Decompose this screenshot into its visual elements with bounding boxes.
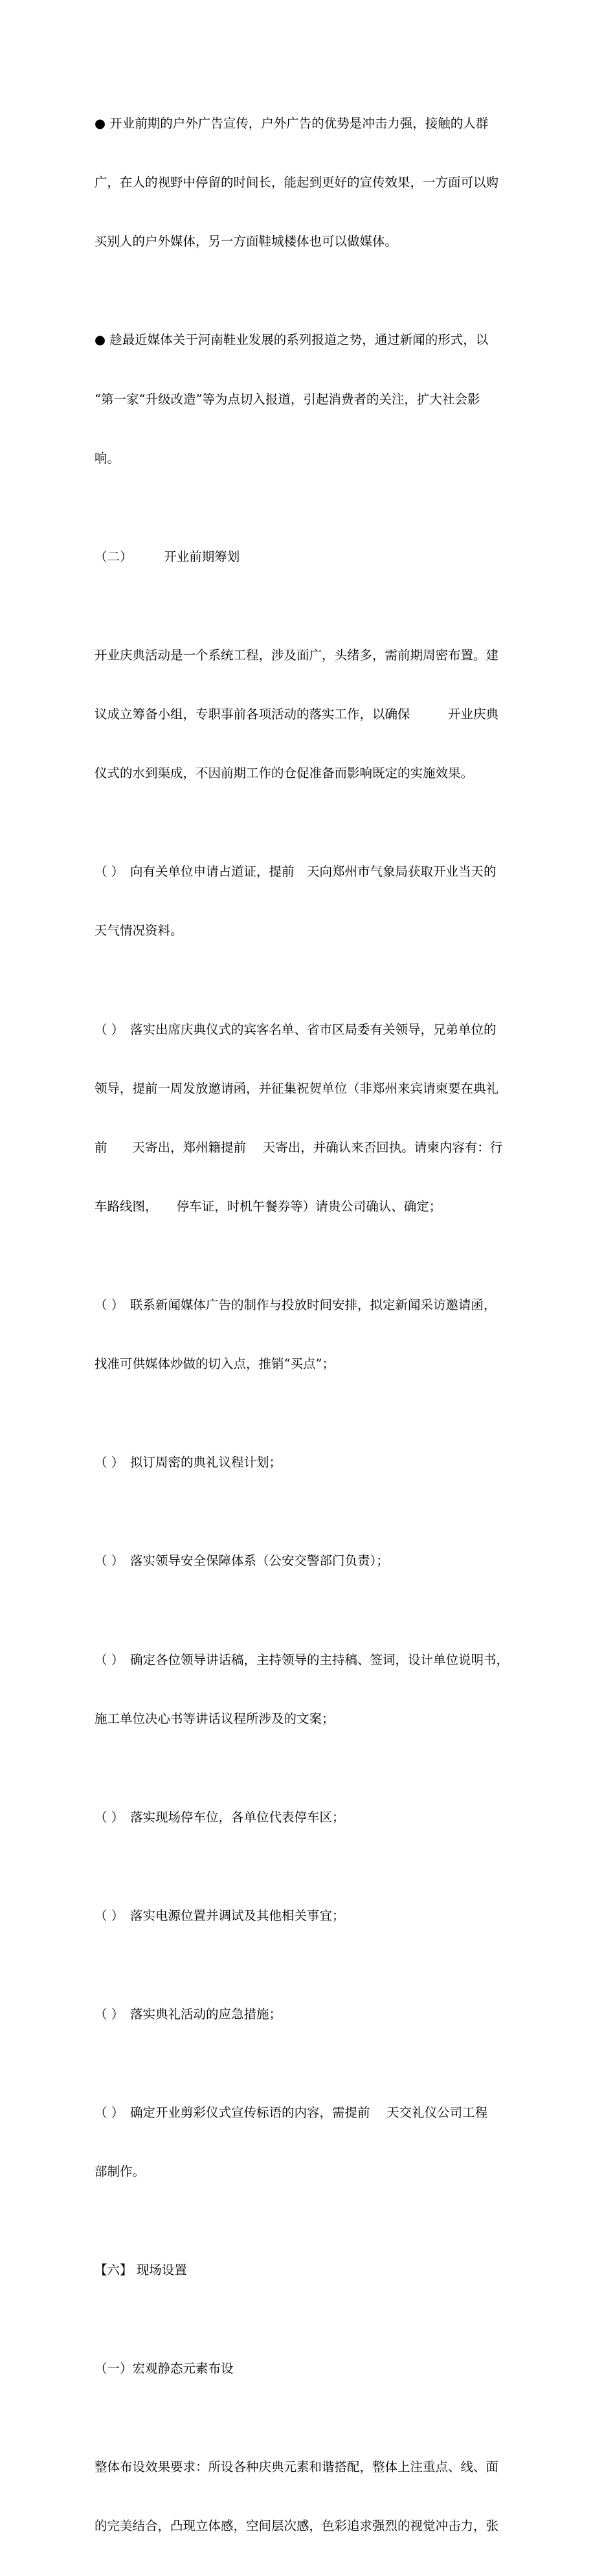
text-line: 响。 [95, 450, 120, 466]
list-item-guest-list [95, 981, 524, 1257]
list-item-ceremony-plan [95, 1414, 524, 1512]
section-heading-site-setup [95, 2221, 524, 2320]
text-line: 买别人的户外媒体，另一方面鞋城楼体也可以做媒体。 [95, 234, 398, 249]
list-item-security [95, 1512, 524, 1611]
list-item-emergency [95, 1965, 524, 2064]
text-line: 前 天寄出，郑州籍提前 天寄出，并确认来否回执。请柬内容有：行 [95, 1139, 503, 1155]
paragraph-outdoor-ads [95, 74, 524, 291]
text-line: “第一家“升级改造”等为点切入报道，引起消费者的关注，扩大社会影 [95, 391, 480, 407]
document-page [95, 74, 524, 2576]
paragraph-planning-intro [95, 606, 524, 823]
text-line: 开业庆典活动是一个系统工程，涉及面广，头绪多，需前期周密布置。建 [95, 647, 499, 663]
list-item-parking [95, 1768, 524, 1867]
list-item-road-permit [95, 823, 524, 980]
text-line: 找准可供媒体炒做的切入点，推销“买点”； [95, 1356, 335, 1372]
text-line: （一）宏观静态元素布设 [95, 2361, 234, 2377]
text-line: （ ） 确定开业剪彩仪式宣传标语的内容，需提前 天交礼仪公司工程 [95, 2104, 488, 2120]
text-line: （ ） 确定各位领导讲话稿，主持领导的主持稿、签词，设计单位说明书， [95, 1652, 509, 1667]
list-item-power [95, 1867, 524, 1965]
text-line: ● 趁最近媒体关于河南鞋业发展的系列报道之势，通过新闻的形式，以 [95, 332, 489, 348]
list-item-speeches [95, 1611, 524, 1768]
text-line: 议成立筹备小组，专职事前各项活动的落实工作，以确保 开业庆典 [95, 707, 499, 722]
text-line: 的完美结合，凸现立体感，空间层次感，色彩追求强烈的视觉冲击力，张 [95, 2518, 499, 2534]
text-line: （ ） 拟订周密的典礼议程计划； [95, 1455, 282, 1470]
text-line: （二） 开业前期筹划 [95, 549, 240, 564]
text-line: 施工单位决心书等讲话议程所涉及的文案； [95, 1711, 335, 1726]
text-line: （ ） 向有关单位申请占道证，提前 天向郑州市气象局获取开业当天的 [95, 864, 497, 880]
text-line: 领导，提前一周发放邀请函，并征集祝贺单位（非郑州来宾请柬要在典礼 [95, 1080, 499, 1096]
text-line: 部制作。 [95, 2164, 146, 2180]
text-line: （ ） 落实出席庆典仪式的宾客名单、省市区局委有关领导，兄弟单位的 [95, 1021, 497, 1037]
text-line: 广，在人的视野中停留的时间长，能起到更好的宣传效果，一方面可以购 [95, 175, 499, 190]
list-item-slogans [95, 2064, 524, 2221]
text-line: （ ） 落实典礼活动的应急措施； [95, 2006, 282, 2022]
text-line: 车路线图， 停车证，时机午餐券等）请贵公司确认、确定； [95, 1199, 442, 1214]
text-line: 仪式的水到渠成，不因前期工作的仓促准备而影响既定的实施效果。 [95, 766, 474, 781]
text-line: （ ） 落实电源位置并调试及其他相关事宜； [95, 1908, 345, 1923]
text-line: 天气情况资料。 [95, 923, 183, 939]
subsection-heading-static-elements [95, 2320, 524, 2418]
text-line: 整体布设效果要求：所设各种庆典元素和谐搭配，整体上注重点、线、面 [95, 2459, 499, 2475]
list-item-media [95, 1256, 524, 1413]
paragraph-media-reports [95, 291, 524, 507]
text-line: （ ） 落实领导安全保障体系（公安交警部门负责）； [95, 1553, 389, 1569]
text-line: （ ） 联系新闻媒体广告的制作与投放时间安排，拟定新闻采访邀请函， [95, 1297, 497, 1313]
text-line: ● 开业前期的户外广告宣传，户外广告的优势是冲击力强，接触的人群 [95, 115, 489, 131]
text-line: 【六】 现场设置 [95, 2263, 187, 2278]
text-line: （ ） 落实现场停车位，各单位代表停车区； [95, 1809, 345, 1825]
section-heading-planning [95, 508, 524, 606]
paragraph-layout-requirements [95, 2418, 524, 2575]
